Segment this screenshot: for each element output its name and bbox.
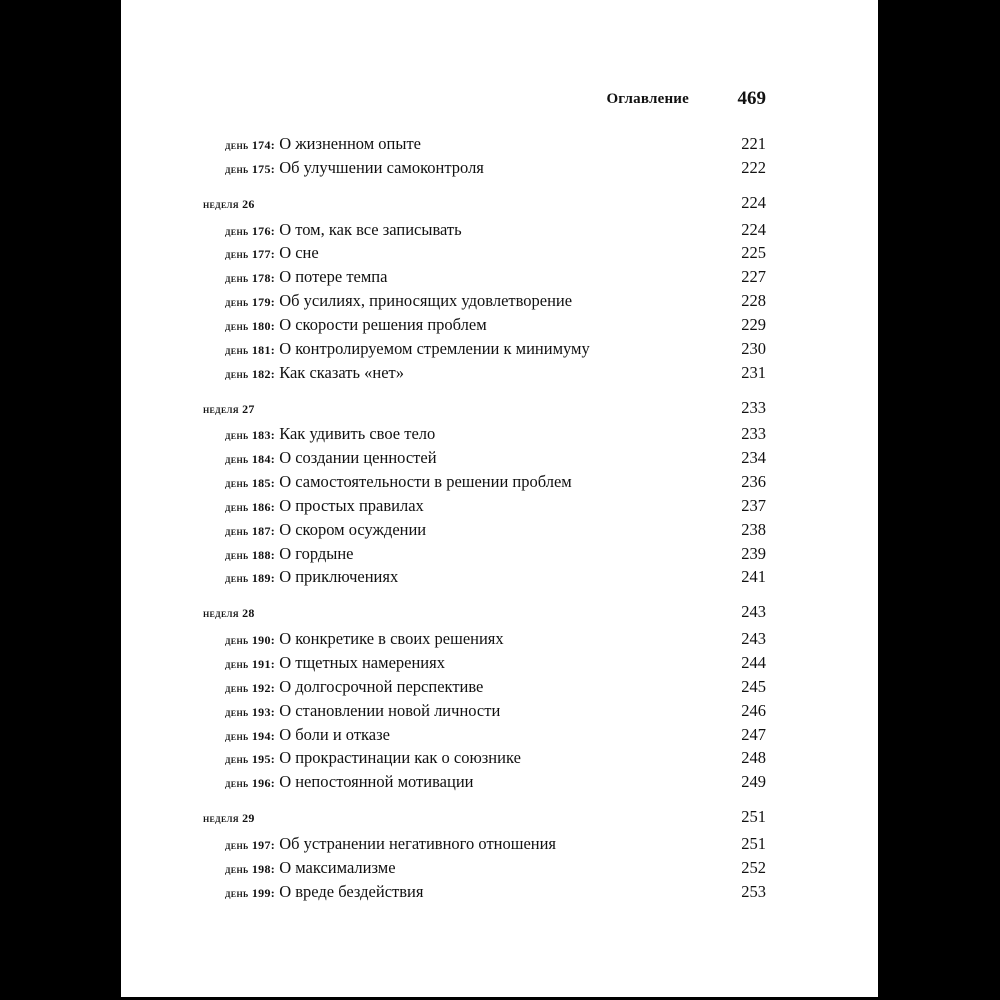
day-label: день 180: <box>225 318 276 333</box>
toc-day-row <box>121 628 766 650</box>
toc-day-row <box>121 362 766 384</box>
entry-title: О приключениях <box>279 567 399 587</box>
page-number: 251 <box>741 807 766 827</box>
page-number: 222 <box>741 157 766 177</box>
entry-title: О боли и отказе <box>279 724 390 744</box>
week-label: неделя 29 <box>203 811 255 826</box>
day-label: день 184: <box>225 452 276 467</box>
toc-entry-text <box>225 133 421 156</box>
day-label: день 182: <box>225 366 276 381</box>
page-number: 221 <box>741 134 766 153</box>
page-number: 229 <box>741 314 766 334</box>
toc-week-row <box>121 806 766 828</box>
entry-title: О том, как все записывать <box>279 219 462 239</box>
toc-entry-text <box>225 242 319 265</box>
toc-entry-text <box>225 290 572 313</box>
page-number: 234 <box>741 448 766 468</box>
toc-day-row <box>121 881 766 903</box>
page-number: 245 <box>741 676 766 696</box>
day-label: день 198: <box>225 861 276 876</box>
toc-entry-text <box>225 628 504 651</box>
entry-title: О простых правилах <box>279 495 424 515</box>
toc-entry-text <box>225 676 483 699</box>
toc-entry-text <box>225 362 404 385</box>
toc-entry-text <box>203 397 255 420</box>
entry-title: Об улучшении самоконтроля <box>279 157 484 177</box>
toc-day-row <box>121 747 766 769</box>
page-number: 233 <box>741 397 766 417</box>
day-label: день 199: <box>225 885 276 900</box>
page-number: 228 <box>741 291 766 311</box>
toc-day-row <box>121 471 766 493</box>
toc-day-row <box>121 157 766 179</box>
entry-title: Как удивить свое тело <box>279 424 436 444</box>
toc-entry-text <box>225 652 445 675</box>
page-number: 237 <box>741 495 766 515</box>
toc-entry-text <box>225 471 572 494</box>
page-number: 233 <box>741 424 766 444</box>
day-label: день 176: <box>225 223 276 238</box>
page-number: 243 <box>741 602 766 622</box>
toc-day-row <box>121 423 766 445</box>
entry-title: Об устранении негативного отношения <box>279 833 557 853</box>
header-page-number: 469 <box>737 88 766 109</box>
page-number: 249 <box>741 772 766 792</box>
page-number: 251 <box>741 833 766 853</box>
entry-title: О долгосрочной перспективе <box>279 676 484 696</box>
header-title: Оглавление <box>606 91 689 107</box>
page-number: 248 <box>741 748 766 768</box>
book-page <box>121 0 878 997</box>
running-header <box>121 88 766 112</box>
toc-entry-text <box>225 219 462 242</box>
toc-entry-text <box>203 601 255 624</box>
day-label: день 186: <box>225 499 276 514</box>
day-label: день 187: <box>225 523 276 538</box>
day-label: день 181: <box>225 342 276 357</box>
entry-title: О прокрастинации как о союзнике <box>279 748 521 768</box>
page-number: 247 <box>741 724 766 744</box>
page-number: 243 <box>741 629 766 649</box>
toc-entry-text <box>225 543 354 566</box>
toc-day-row <box>121 133 766 155</box>
day-label: день 174: <box>225 138 276 152</box>
day-label: день 177: <box>225 247 276 262</box>
toc-entry-text <box>225 881 423 904</box>
day-label: день 193: <box>225 704 276 719</box>
entry-title: Об усилиях, приносящих удовлетворение <box>279 291 573 311</box>
day-label: день 188: <box>225 547 276 562</box>
week-label: неделя 26 <box>203 196 255 211</box>
entry-title: О непостоянной мотивации <box>279 772 474 792</box>
toc-entry-text <box>225 338 590 361</box>
entry-title: О вреде бездействия <box>279 881 424 901</box>
entry-title: О жизненном опыте <box>279 134 421 153</box>
day-label: день 189: <box>225 571 276 586</box>
day-label: день 175: <box>225 161 276 176</box>
toc-entry-text <box>225 519 426 542</box>
toc-day-row <box>121 543 766 565</box>
toc-day-row <box>121 495 766 517</box>
toc-entry-text <box>225 833 556 856</box>
toc-entry-text <box>225 747 521 770</box>
toc-day-row <box>121 566 766 588</box>
toc-day-row <box>121 314 766 336</box>
day-label: день 194: <box>225 728 276 743</box>
toc-entry-text <box>203 192 255 215</box>
entry-title: О контролируемом стремлении к минимуму <box>279 338 590 358</box>
toc-week-row <box>121 601 766 623</box>
page-number: 231 <box>741 362 766 382</box>
toc-day-row <box>121 724 766 746</box>
toc-day-row <box>121 771 766 793</box>
toc-day-row <box>121 700 766 722</box>
page-number: 246 <box>741 700 766 720</box>
page-number: 241 <box>741 567 766 587</box>
toc-entry-text <box>225 423 435 446</box>
page-number: 230 <box>741 338 766 358</box>
page-number: 224 <box>741 219 766 239</box>
toc-entry-text <box>225 857 396 880</box>
toc-day-row <box>121 447 766 469</box>
page-number: 236 <box>741 472 766 492</box>
entry-title: О гордыне <box>279 543 354 563</box>
toc-day-row <box>121 290 766 312</box>
day-label: день 191: <box>225 657 276 671</box>
day-label: день 192: <box>225 680 276 695</box>
toc-day-row <box>121 219 766 241</box>
entry-title: О самостоятельности в решении проблем <box>279 472 572 492</box>
day-label: день 179: <box>225 295 276 310</box>
page-number: 225 <box>741 243 766 263</box>
page-number: 224 <box>741 192 766 212</box>
day-label: день 185: <box>225 476 276 491</box>
entry-title: О конкретике в своих решениях <box>279 629 504 649</box>
toc-entry-text <box>225 771 473 794</box>
page-number: 239 <box>741 543 766 563</box>
entry-title: О максимализме <box>279 857 396 877</box>
week-label: неделя 28 <box>203 606 255 621</box>
toc-entry-text <box>225 314 487 337</box>
toc-entry-text <box>225 157 484 180</box>
week-label: неделя 27 <box>203 401 255 416</box>
toc-entry-text <box>225 724 390 747</box>
entry-title: Как сказать «нет» <box>279 362 404 382</box>
day-label: день 196: <box>225 776 276 791</box>
entry-title: О скором осуждении <box>279 519 427 539</box>
toc-day-row <box>121 338 766 360</box>
toc-entry-text <box>225 566 398 589</box>
page-number: 244 <box>741 653 766 672</box>
page-number: 252 <box>741 857 766 877</box>
page-number: 253 <box>741 881 766 901</box>
toc-week-row <box>121 192 766 214</box>
toc-day-row <box>121 676 766 698</box>
toc-entry-text <box>203 806 255 829</box>
day-label: день 183: <box>225 428 276 443</box>
toc-day-row <box>121 857 766 879</box>
day-label: день 190: <box>225 633 276 648</box>
toc-week-row <box>121 397 766 419</box>
toc-day-row <box>121 266 766 288</box>
entry-title: О создании ценностей <box>279 448 437 468</box>
toc-day-row <box>121 242 766 264</box>
entry-title: О скорости решения проблем <box>279 314 487 334</box>
toc-day-row <box>121 652 766 674</box>
entry-title: О сне <box>279 243 319 263</box>
toc-entry-text <box>225 447 437 470</box>
day-label: день 195: <box>225 752 276 767</box>
entry-title: О тщетных намерениях <box>279 653 445 672</box>
day-label: день 197: <box>225 837 276 852</box>
toc-entry-text <box>225 266 387 289</box>
page-number: 227 <box>741 267 766 287</box>
toc-day-row <box>121 519 766 541</box>
day-label: день 178: <box>225 271 276 286</box>
toc-entry-text <box>225 495 424 518</box>
toc-entry-text <box>225 700 500 723</box>
entry-title: О потере темпа <box>279 267 388 287</box>
toc-day-row <box>121 833 766 855</box>
entry-title: О становлении новой личности <box>279 700 501 720</box>
page-number: 238 <box>741 519 766 539</box>
